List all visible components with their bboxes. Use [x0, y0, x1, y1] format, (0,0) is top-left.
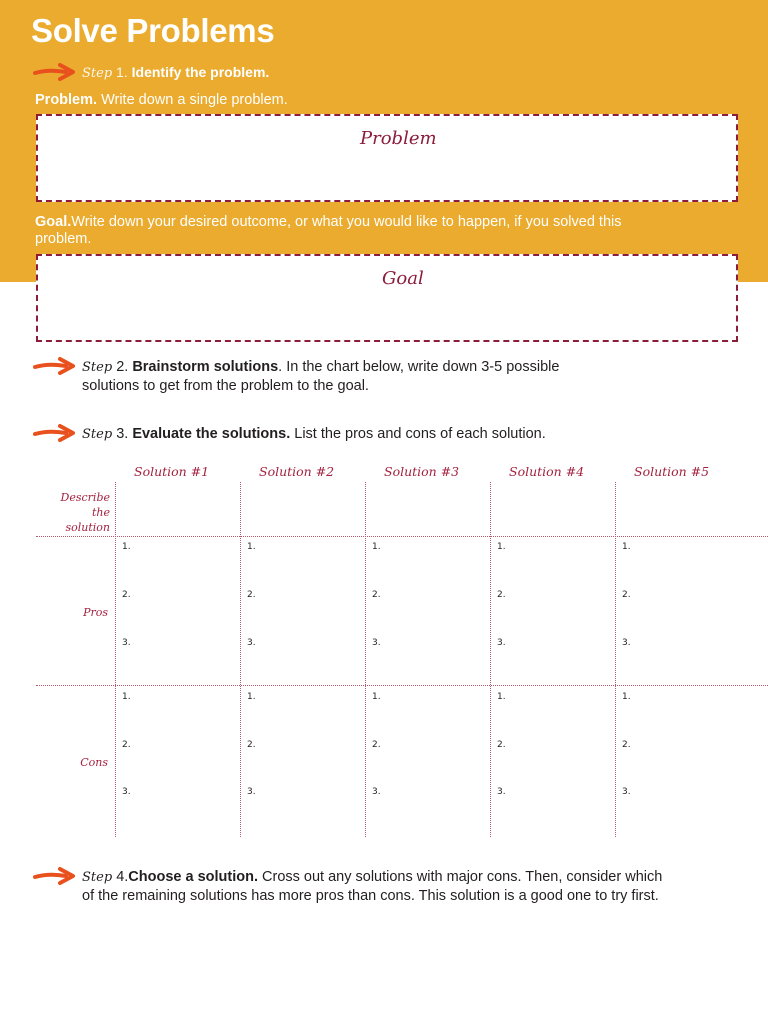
describe-row-label [44, 490, 110, 535]
pros-number: 2. [622, 590, 631, 600]
step3-body: List the pros and cons of each solution. [294, 426, 546, 442]
cons-number: 3. [372, 787, 381, 797]
problem-text: Write down a single problem. [101, 92, 288, 108]
step1-line [82, 64, 269, 81]
step3-word: Step [82, 427, 113, 442]
step4-number: 4. [116, 869, 129, 885]
step4-heading: Choose a solution. [128, 869, 258, 885]
column-header: Solution #5 [634, 464, 710, 479]
step3-number: 3. [116, 426, 129, 442]
arrow-right-icon [33, 423, 75, 443]
cons-number: 1. [372, 692, 381, 702]
column-header: Solution #3 [384, 464, 460, 479]
pros-number: 1. [372, 542, 381, 552]
cons-number: 2. [497, 740, 506, 750]
pros-number: 1. [497, 542, 506, 552]
pros-number: 1. [247, 542, 256, 552]
pros-number: 1. [122, 542, 131, 552]
cons-number: 2. [247, 740, 256, 750]
cons-number: 3. [247, 787, 256, 797]
column-header: Solution #4 [509, 464, 585, 479]
step1-heading: Identify the problem. [131, 64, 270, 80]
arrow-right-icon [33, 866, 75, 886]
cons-number: 2. [372, 740, 381, 750]
problem-box[interactable] [36, 114, 738, 202]
step2-body-line2: solutions to get from the problem to the goal. [82, 378, 369, 394]
step2-heading: Brainstorm solutions [132, 359, 279, 375]
pros-row-label: Pros [83, 606, 108, 619]
describe-label-line2: the [91, 506, 110, 519]
cons-row-label: Cons [80, 756, 108, 769]
cons-number: 3. [497, 787, 506, 797]
step4-text [82, 868, 762, 905]
step2-text [82, 358, 559, 395]
step4-body-line2: of the remaining solutions has more pros than cons. This solution is a good one to try first. [82, 888, 659, 904]
cons-number: 1. [497, 692, 506, 702]
step2-body: . In the chart below, write down 3-5 possible [278, 359, 560, 375]
cons-number: 2. [122, 740, 131, 750]
arrow-right-icon [33, 356, 75, 376]
problem-instruction [35, 92, 288, 108]
step2-number: 2. [116, 359, 129, 375]
cons-number: 3. [122, 787, 131, 797]
describe-label-line3: solution [65, 521, 110, 534]
step2-word: Step [82, 360, 113, 375]
goal-box-word: Goal [382, 268, 424, 289]
goal-label: Goal. [35, 214, 72, 230]
grid-line [36, 536, 768, 537]
grid-line [36, 685, 768, 686]
cons-number: 1. [622, 692, 631, 702]
pros-number: 3. [497, 638, 506, 648]
step1-word: Step [82, 66, 113, 81]
pros-number: 2. [372, 590, 381, 600]
cons-number: 1. [122, 692, 131, 702]
step3-text [82, 425, 546, 444]
cons-number: 1. [247, 692, 256, 702]
pros-number: 1. [622, 542, 631, 552]
step4-word: Step [82, 870, 113, 885]
cons-number: 3. [622, 787, 631, 797]
problem-box-word: Problem [360, 128, 437, 149]
step3-heading: Evaluate the solutions. [132, 426, 291, 442]
column-header: Solution #2 [259, 464, 335, 479]
column-header: Solution #1 [134, 464, 210, 479]
pros-number: 3. [122, 638, 131, 648]
pros-number: 3. [247, 638, 256, 648]
page-title: Solve Problems [31, 12, 275, 49]
problem-label: Problem. [35, 92, 98, 108]
cons-number: 2. [622, 740, 631, 750]
describe-label-line1: Describe [60, 491, 110, 504]
pros-number: 3. [622, 638, 631, 648]
pros-number: 2. [497, 590, 506, 600]
pros-number: 2. [247, 590, 256, 600]
goal-text: Write down your desired outcome, or what you would like to happen, if you solved this [71, 214, 622, 230]
goal-box[interactable] [36, 254, 738, 342]
pros-number: 3. [372, 638, 381, 648]
arrow-right-icon [33, 62, 75, 82]
step1-number: 1. [116, 64, 128, 80]
step4-body: Cross out any solutions with major cons. Then, consider which [262, 869, 663, 885]
pros-number: 2. [122, 590, 131, 600]
goal-instruction [35, 214, 745, 248]
goal-text-line2: problem. [35, 231, 92, 247]
